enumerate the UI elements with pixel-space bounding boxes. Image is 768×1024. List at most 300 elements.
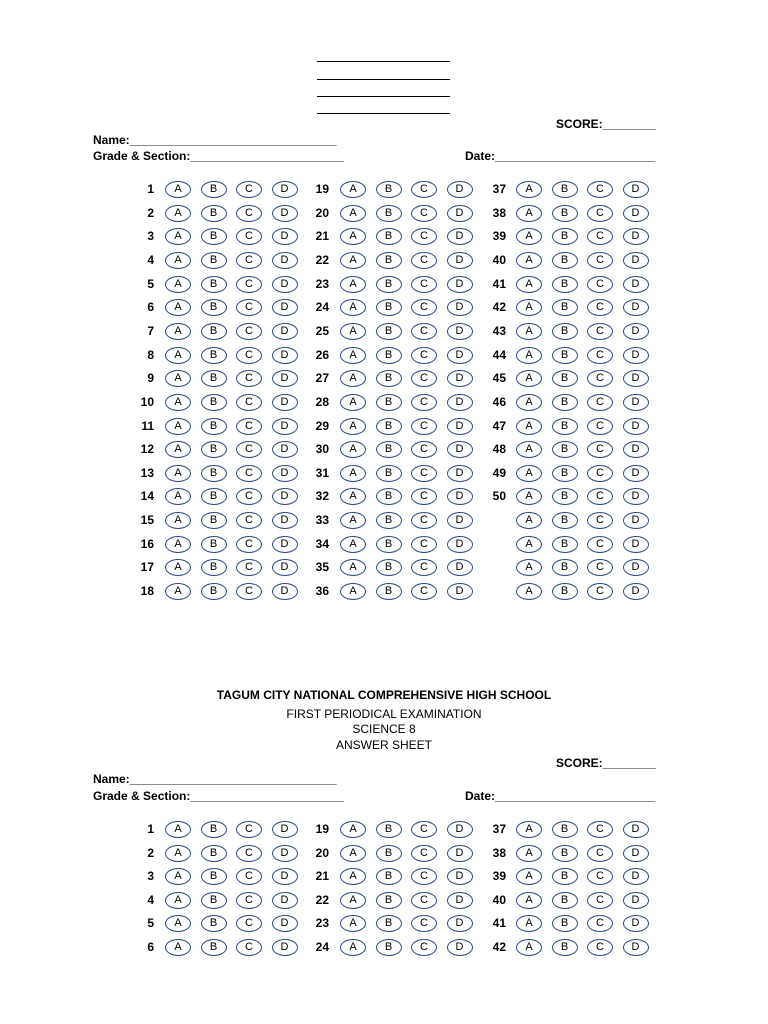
answer-bubble-c[interactable]: C: [587, 583, 613, 600]
answer-bubble-a[interactable]: A: [165, 347, 191, 364]
answer-bubble-d[interactable]: D: [447, 228, 473, 245]
answer-bubble-c[interactable]: C: [411, 228, 437, 245]
answer-bubble-d[interactable]: D: [623, 370, 649, 387]
answer-bubble-c[interactable]: C: [587, 347, 613, 364]
answer-bubble-c[interactable]: C: [587, 205, 613, 222]
answer-bubble-c[interactable]: C: [587, 559, 613, 576]
answer-bubble-d[interactable]: D: [447, 299, 473, 316]
answer-bubble-d[interactable]: D: [447, 441, 473, 458]
answer-bubble-b[interactable]: B: [376, 488, 402, 505]
answer-bubble-a[interactable]: A: [516, 512, 542, 529]
answer-bubble-c[interactable]: C: [411, 418, 437, 435]
answer-bubble-b[interactable]: B: [376, 228, 402, 245]
answer-bubble-a[interactable]: A: [340, 512, 366, 529]
blank-line[interactable]: [317, 79, 450, 80]
answer-bubble-b[interactable]: B: [376, 323, 402, 340]
answer-bubble-d[interactable]: D: [447, 583, 473, 600]
answer-bubble-a[interactable]: A: [340, 465, 366, 482]
answer-bubble-d[interactable]: D: [272, 465, 298, 482]
answer-bubble-c[interactable]: C: [236, 465, 262, 482]
answer-bubble-c[interactable]: C: [411, 488, 437, 505]
answer-bubble-c[interactable]: C: [587, 939, 613, 956]
answer-bubble-d[interactable]: D: [447, 181, 473, 198]
answer-bubble-b[interactable]: B: [376, 299, 402, 316]
answer-bubble-d[interactable]: D: [623, 868, 649, 885]
answer-bubble-d[interactable]: D: [447, 323, 473, 340]
answer-bubble-d[interactable]: D: [623, 915, 649, 932]
answer-bubble-c[interactable]: C: [236, 205, 262, 222]
answer-bubble-c[interactable]: C: [587, 370, 613, 387]
answer-bubble-c[interactable]: C: [411, 583, 437, 600]
answer-bubble-d[interactable]: D: [272, 228, 298, 245]
answer-bubble-b[interactable]: B: [201, 347, 227, 364]
answer-bubble-c[interactable]: C: [236, 252, 262, 269]
answer-bubble-a[interactable]: A: [516, 441, 542, 458]
answer-bubble-b[interactable]: B: [376, 441, 402, 458]
answer-bubble-d[interactable]: D: [623, 583, 649, 600]
answer-bubble-a[interactable]: A: [516, 821, 542, 838]
answer-bubble-d[interactable]: D: [272, 370, 298, 387]
answer-bubble-c[interactable]: C: [587, 536, 613, 553]
answer-bubble-b[interactable]: B: [201, 181, 227, 198]
answer-bubble-a[interactable]: A: [165, 892, 191, 909]
answer-bubble-c[interactable]: C: [411, 915, 437, 932]
answer-bubble-c[interactable]: C: [411, 370, 437, 387]
answer-bubble-c[interactable]: C: [236, 299, 262, 316]
answer-bubble-d[interactable]: D: [447, 939, 473, 956]
grade-section-field[interactable]: Grade & Section:_______________________: [93, 149, 344, 163]
answer-bubble-d[interactable]: D: [623, 892, 649, 909]
answer-bubble-d[interactable]: D: [272, 583, 298, 600]
answer-bubble-a[interactable]: A: [165, 252, 191, 269]
answer-bubble-b[interactable]: B: [552, 205, 578, 222]
answer-bubble-d[interactable]: D: [623, 939, 649, 956]
answer-bubble-a[interactable]: A: [516, 323, 542, 340]
answer-bubble-c[interactable]: C: [411, 205, 437, 222]
answer-bubble-c[interactable]: C: [411, 868, 437, 885]
answer-bubble-b[interactable]: B: [201, 299, 227, 316]
answer-bubble-b[interactable]: B: [552, 536, 578, 553]
answer-bubble-b[interactable]: B: [552, 892, 578, 909]
answer-bubble-c[interactable]: C: [411, 821, 437, 838]
answer-bubble-a[interactable]: A: [340, 939, 366, 956]
answer-bubble-d[interactable]: D: [272, 205, 298, 222]
answer-bubble-a[interactable]: A: [516, 845, 542, 862]
answer-bubble-a[interactable]: A: [165, 536, 191, 553]
answer-bubble-b[interactable]: B: [376, 845, 402, 862]
answer-bubble-b[interactable]: B: [552, 252, 578, 269]
answer-bubble-a[interactable]: A: [340, 536, 366, 553]
answer-bubble-a[interactable]: A: [165, 915, 191, 932]
answer-bubble-d[interactable]: D: [272, 939, 298, 956]
answer-bubble-c[interactable]: C: [236, 347, 262, 364]
answer-bubble-a[interactable]: A: [165, 205, 191, 222]
answer-bubble-d[interactable]: D: [447, 276, 473, 293]
answer-bubble-a[interactable]: A: [165, 821, 191, 838]
answer-bubble-c[interactable]: C: [236, 915, 262, 932]
answer-bubble-c[interactable]: C: [411, 441, 437, 458]
score-field[interactable]: SCORE:________: [556, 756, 657, 770]
answer-bubble-b[interactable]: B: [376, 559, 402, 576]
answer-bubble-c[interactable]: C: [411, 845, 437, 862]
answer-bubble-a[interactable]: A: [516, 465, 542, 482]
answer-bubble-a[interactable]: A: [516, 536, 542, 553]
answer-bubble-d[interactable]: D: [272, 821, 298, 838]
answer-bubble-b[interactable]: B: [201, 228, 227, 245]
answer-bubble-c[interactable]: C: [236, 370, 262, 387]
answer-bubble-d[interactable]: D: [447, 252, 473, 269]
answer-bubble-b[interactable]: B: [552, 915, 578, 932]
answer-bubble-b[interactable]: B: [552, 488, 578, 505]
answer-bubble-a[interactable]: A: [516, 418, 542, 435]
answer-bubble-c[interactable]: C: [236, 418, 262, 435]
answer-bubble-a[interactable]: A: [516, 370, 542, 387]
answer-bubble-b[interactable]: B: [376, 583, 402, 600]
answer-bubble-b[interactable]: B: [201, 252, 227, 269]
answer-bubble-a[interactable]: A: [165, 299, 191, 316]
answer-bubble-b[interactable]: B: [552, 559, 578, 576]
answer-bubble-c[interactable]: C: [411, 536, 437, 553]
answer-bubble-a[interactable]: A: [340, 915, 366, 932]
answer-bubble-c[interactable]: C: [411, 465, 437, 482]
answer-bubble-d[interactable]: D: [447, 512, 473, 529]
answer-bubble-d[interactable]: D: [623, 821, 649, 838]
answer-bubble-c[interactable]: C: [236, 536, 262, 553]
answer-bubble-c[interactable]: C: [411, 181, 437, 198]
answer-bubble-a[interactable]: A: [340, 583, 366, 600]
answer-bubble-c[interactable]: C: [236, 323, 262, 340]
answer-bubble-c[interactable]: C: [587, 394, 613, 411]
answer-bubble-d[interactable]: D: [623, 323, 649, 340]
answer-bubble-a[interactable]: A: [340, 559, 366, 576]
answer-bubble-d[interactable]: D: [272, 299, 298, 316]
answer-bubble-a[interactable]: A: [340, 299, 366, 316]
answer-bubble-b[interactable]: B: [552, 512, 578, 529]
answer-bubble-d[interactable]: D: [623, 488, 649, 505]
answer-bubble-a[interactable]: A: [340, 181, 366, 198]
answer-bubble-d[interactable]: D: [623, 276, 649, 293]
answer-bubble-d[interactable]: D: [272, 276, 298, 293]
answer-bubble-a[interactable]: A: [516, 868, 542, 885]
answer-bubble-d[interactable]: D: [447, 394, 473, 411]
answer-bubble-b[interactable]: B: [552, 370, 578, 387]
answer-bubble-b[interactable]: B: [376, 370, 402, 387]
answer-bubble-d[interactable]: D: [623, 441, 649, 458]
answer-bubble-d[interactable]: D: [272, 488, 298, 505]
answer-bubble-a[interactable]: A: [165, 276, 191, 293]
answer-bubble-a[interactable]: A: [516, 915, 542, 932]
answer-bubble-b[interactable]: B: [552, 845, 578, 862]
answer-bubble-b[interactable]: B: [201, 559, 227, 576]
answer-bubble-d[interactable]: D: [447, 868, 473, 885]
answer-bubble-b[interactable]: B: [552, 181, 578, 198]
answer-bubble-c[interactable]: C: [587, 441, 613, 458]
answer-bubble-a[interactable]: A: [340, 252, 366, 269]
answer-bubble-d[interactable]: D: [272, 845, 298, 862]
answer-bubble-a[interactable]: A: [516, 181, 542, 198]
answer-bubble-c[interactable]: C: [411, 394, 437, 411]
answer-bubble-d[interactable]: D: [447, 205, 473, 222]
score-field[interactable]: SCORE:________: [556, 117, 657, 131]
answer-bubble-c[interactable]: C: [236, 441, 262, 458]
answer-bubble-c[interactable]: C: [236, 276, 262, 293]
name-field[interactable]: Name:_______________________________: [93, 133, 337, 147]
answer-bubble-d[interactable]: D: [447, 536, 473, 553]
answer-bubble-a[interactable]: A: [340, 323, 366, 340]
answer-bubble-c[interactable]: C: [236, 583, 262, 600]
answer-bubble-b[interactable]: B: [376, 465, 402, 482]
answer-bubble-c[interactable]: C: [411, 299, 437, 316]
answer-bubble-c[interactable]: C: [411, 252, 437, 269]
answer-bubble-d[interactable]: D: [623, 465, 649, 482]
answer-bubble-d[interactable]: D: [272, 892, 298, 909]
blank-line[interactable]: [317, 113, 450, 114]
answer-bubble-b[interactable]: B: [552, 441, 578, 458]
answer-bubble-d[interactable]: D: [447, 418, 473, 435]
answer-bubble-a[interactable]: A: [165, 228, 191, 245]
answer-bubble-b[interactable]: B: [552, 821, 578, 838]
answer-bubble-c[interactable]: C: [411, 512, 437, 529]
answer-bubble-a[interactable]: A: [165, 418, 191, 435]
answer-bubble-c[interactable]: C: [587, 821, 613, 838]
answer-bubble-c[interactable]: C: [236, 181, 262, 198]
answer-bubble-a[interactable]: A: [165, 181, 191, 198]
answer-bubble-d[interactable]: D: [623, 845, 649, 862]
answer-bubble-c[interactable]: C: [587, 892, 613, 909]
blank-line[interactable]: [317, 61, 450, 62]
answer-bubble-c[interactable]: C: [236, 939, 262, 956]
answer-bubble-a[interactable]: A: [165, 939, 191, 956]
answer-bubble-a[interactable]: A: [165, 868, 191, 885]
answer-bubble-b[interactable]: B: [201, 465, 227, 482]
answer-bubble-d[interactable]: D: [447, 488, 473, 505]
answer-bubble-d[interactable]: D: [623, 205, 649, 222]
answer-bubble-b[interactable]: B: [201, 441, 227, 458]
answer-bubble-c[interactable]: C: [587, 465, 613, 482]
answer-bubble-c[interactable]: C: [587, 868, 613, 885]
answer-bubble-c[interactable]: C: [587, 323, 613, 340]
answer-bubble-b[interactable]: B: [376, 252, 402, 269]
answer-bubble-b[interactable]: B: [201, 394, 227, 411]
answer-bubble-a[interactable]: A: [340, 228, 366, 245]
answer-bubble-c[interactable]: C: [587, 512, 613, 529]
answer-bubble-c[interactable]: C: [236, 394, 262, 411]
answer-bubble-d[interactable]: D: [272, 323, 298, 340]
answer-bubble-a[interactable]: A: [165, 512, 191, 529]
answer-bubble-d[interactable]: D: [272, 252, 298, 269]
answer-bubble-a[interactable]: A: [340, 394, 366, 411]
answer-bubble-c[interactable]: C: [587, 845, 613, 862]
answer-bubble-a[interactable]: A: [516, 559, 542, 576]
answer-bubble-c[interactable]: C: [236, 559, 262, 576]
answer-bubble-a[interactable]: A: [516, 228, 542, 245]
date-field[interactable]: Date:________________________: [465, 149, 656, 163]
answer-bubble-a[interactable]: A: [516, 939, 542, 956]
answer-bubble-d[interactable]: D: [447, 370, 473, 387]
grade-section-field[interactable]: Grade & Section:_______________________: [93, 789, 344, 803]
answer-bubble-a[interactable]: A: [340, 370, 366, 387]
answer-bubble-d[interactable]: D: [447, 347, 473, 364]
answer-bubble-a[interactable]: A: [340, 205, 366, 222]
answer-bubble-c[interactable]: C: [587, 181, 613, 198]
answer-bubble-d[interactable]: D: [272, 394, 298, 411]
answer-bubble-a[interactable]: A: [516, 205, 542, 222]
answer-bubble-a[interactable]: A: [516, 583, 542, 600]
answer-bubble-c[interactable]: C: [411, 559, 437, 576]
answer-bubble-b[interactable]: B: [376, 892, 402, 909]
answer-bubble-b[interactable]: B: [376, 821, 402, 838]
answer-bubble-b[interactable]: B: [552, 228, 578, 245]
answer-bubble-d[interactable]: D: [272, 512, 298, 529]
answer-bubble-d[interactable]: D: [272, 347, 298, 364]
answer-bubble-b[interactable]: B: [201, 370, 227, 387]
answer-bubble-a[interactable]: A: [165, 370, 191, 387]
answer-bubble-b[interactable]: B: [376, 347, 402, 364]
answer-bubble-d[interactable]: D: [272, 418, 298, 435]
answer-bubble-d[interactable]: D: [447, 559, 473, 576]
answer-bubble-b[interactable]: B: [552, 465, 578, 482]
answer-bubble-b[interactable]: B: [552, 418, 578, 435]
answer-bubble-c[interactable]: C: [587, 488, 613, 505]
answer-bubble-d[interactable]: D: [272, 915, 298, 932]
answer-bubble-d[interactable]: D: [623, 512, 649, 529]
answer-bubble-a[interactable]: A: [340, 441, 366, 458]
answer-bubble-b[interactable]: B: [201, 845, 227, 862]
answer-bubble-a[interactable]: A: [340, 276, 366, 293]
answer-bubble-c[interactable]: C: [411, 276, 437, 293]
answer-bubble-a[interactable]: A: [516, 252, 542, 269]
answer-bubble-c[interactable]: C: [236, 845, 262, 862]
answer-bubble-c[interactable]: C: [587, 276, 613, 293]
answer-bubble-a[interactable]: A: [165, 488, 191, 505]
answer-bubble-b[interactable]: B: [376, 536, 402, 553]
answer-bubble-b[interactable]: B: [201, 821, 227, 838]
answer-bubble-b[interactable]: B: [552, 583, 578, 600]
answer-bubble-a[interactable]: A: [165, 323, 191, 340]
answer-bubble-c[interactable]: C: [587, 299, 613, 316]
answer-bubble-c[interactable]: C: [236, 821, 262, 838]
answer-bubble-b[interactable]: B: [376, 181, 402, 198]
answer-bubble-c[interactable]: C: [236, 488, 262, 505]
answer-bubble-c[interactable]: C: [411, 323, 437, 340]
answer-bubble-a[interactable]: A: [165, 559, 191, 576]
answer-bubble-d[interactable]: D: [272, 536, 298, 553]
answer-bubble-a[interactable]: A: [516, 394, 542, 411]
answer-bubble-a[interactable]: A: [516, 892, 542, 909]
answer-bubble-d[interactable]: D: [447, 465, 473, 482]
answer-bubble-d[interactable]: D: [447, 915, 473, 932]
answer-bubble-c[interactable]: C: [236, 868, 262, 885]
answer-bubble-b[interactable]: B: [201, 205, 227, 222]
answer-bubble-a[interactable]: A: [165, 845, 191, 862]
answer-bubble-b[interactable]: B: [376, 418, 402, 435]
answer-bubble-d[interactable]: D: [623, 181, 649, 198]
name-field[interactable]: Name:_______________________________: [93, 772, 337, 786]
answer-bubble-b[interactable]: B: [552, 939, 578, 956]
answer-bubble-b[interactable]: B: [201, 892, 227, 909]
answer-bubble-b[interactable]: B: [376, 394, 402, 411]
answer-bubble-b[interactable]: B: [376, 915, 402, 932]
answer-bubble-b[interactable]: B: [376, 512, 402, 529]
answer-bubble-a[interactable]: A: [516, 347, 542, 364]
answer-bubble-b[interactable]: B: [376, 939, 402, 956]
answer-bubble-d[interactable]: D: [623, 252, 649, 269]
answer-bubble-d[interactable]: D: [623, 228, 649, 245]
answer-bubble-c[interactable]: C: [411, 347, 437, 364]
answer-bubble-c[interactable]: C: [587, 252, 613, 269]
answer-bubble-b[interactable]: B: [376, 205, 402, 222]
answer-bubble-a[interactable]: A: [340, 821, 366, 838]
date-field[interactable]: Date:________________________: [465, 789, 656, 803]
answer-bubble-b[interactable]: B: [201, 418, 227, 435]
answer-bubble-a[interactable]: A: [340, 488, 366, 505]
answer-bubble-b[interactable]: B: [201, 868, 227, 885]
answer-bubble-a[interactable]: A: [165, 583, 191, 600]
answer-bubble-a[interactable]: A: [516, 299, 542, 316]
answer-bubble-a[interactable]: A: [340, 868, 366, 885]
answer-bubble-d[interactable]: D: [623, 536, 649, 553]
answer-bubble-b[interactable]: B: [201, 323, 227, 340]
answer-bubble-c[interactable]: C: [587, 915, 613, 932]
answer-bubble-b[interactable]: B: [552, 394, 578, 411]
answer-bubble-d[interactable]: D: [272, 181, 298, 198]
answer-bubble-d[interactable]: D: [272, 441, 298, 458]
answer-bubble-c[interactable]: C: [411, 939, 437, 956]
answer-bubble-c[interactable]: C: [411, 892, 437, 909]
answer-bubble-b[interactable]: B: [376, 276, 402, 293]
answer-bubble-c[interactable]: C: [587, 418, 613, 435]
answer-bubble-b[interactable]: B: [201, 939, 227, 956]
answer-bubble-d[interactable]: D: [623, 559, 649, 576]
answer-bubble-d[interactable]: D: [623, 347, 649, 364]
answer-bubble-c[interactable]: C: [236, 228, 262, 245]
answer-bubble-d[interactable]: D: [272, 559, 298, 576]
answer-bubble-b[interactable]: B: [376, 868, 402, 885]
answer-bubble-b[interactable]: B: [201, 915, 227, 932]
answer-bubble-b[interactable]: B: [552, 299, 578, 316]
answer-bubble-d[interactable]: D: [623, 394, 649, 411]
answer-bubble-d[interactable]: D: [447, 821, 473, 838]
answer-bubble-b[interactable]: B: [201, 583, 227, 600]
answer-bubble-b[interactable]: B: [201, 488, 227, 505]
answer-bubble-a[interactable]: A: [340, 892, 366, 909]
answer-bubble-d[interactable]: D: [272, 868, 298, 885]
answer-bubble-d[interactable]: D: [623, 299, 649, 316]
answer-bubble-c[interactable]: C: [236, 892, 262, 909]
answer-bubble-c[interactable]: C: [587, 228, 613, 245]
answer-bubble-b[interactable]: B: [552, 323, 578, 340]
answer-bubble-b[interactable]: B: [201, 536, 227, 553]
answer-bubble-a[interactable]: A: [516, 276, 542, 293]
answer-bubble-a[interactable]: A: [165, 465, 191, 482]
answer-bubble-b[interactable]: B: [552, 276, 578, 293]
blank-line[interactable]: [317, 96, 450, 97]
answer-bubble-b[interactable]: B: [552, 347, 578, 364]
answer-bubble-a[interactable]: A: [165, 441, 191, 458]
answer-bubble-a[interactable]: A: [165, 394, 191, 411]
answer-bubble-a[interactable]: A: [340, 418, 366, 435]
answer-bubble-b[interactable]: B: [201, 276, 227, 293]
answer-bubble-a[interactable]: A: [340, 347, 366, 364]
answer-bubble-d[interactable]: D: [447, 892, 473, 909]
answer-bubble-b[interactable]: B: [201, 512, 227, 529]
answer-bubble-d[interactable]: D: [623, 418, 649, 435]
answer-bubble-c[interactable]: C: [236, 512, 262, 529]
answer-bubble-a[interactable]: A: [516, 488, 542, 505]
answer-bubble-a[interactable]: A: [340, 845, 366, 862]
answer-bubble-b[interactable]: B: [552, 868, 578, 885]
answer-bubble-d[interactable]: D: [447, 845, 473, 862]
